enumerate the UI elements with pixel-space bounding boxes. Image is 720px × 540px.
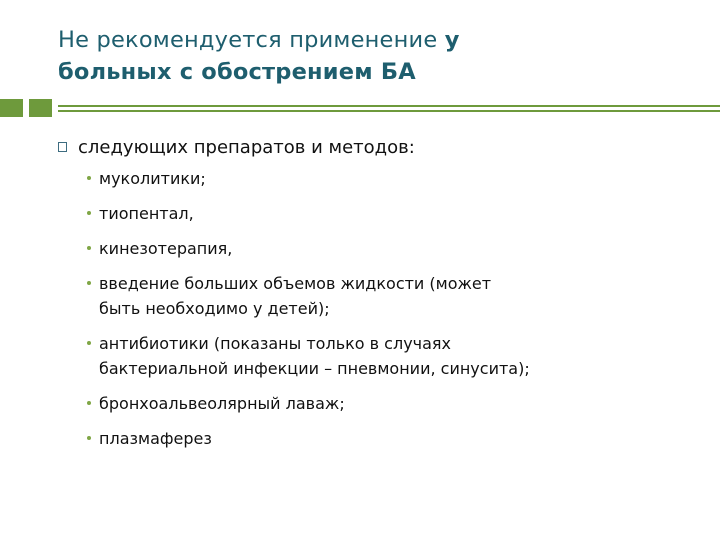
bullet-dot-icon bbox=[87, 246, 91, 250]
divider-square bbox=[0, 99, 23, 117]
level1-bullet-text: следующих препаратов и методов: bbox=[78, 137, 415, 158]
sub-bullet-item bbox=[87, 166, 707, 191]
bullet-dot-icon bbox=[87, 211, 91, 215]
sub-bullet-text: антибиотики (показаны только в случаях bbox=[99, 334, 452, 353]
sub-bullet-item bbox=[87, 236, 707, 261]
sub-bullet-item bbox=[87, 331, 707, 381]
divider-line bbox=[58, 105, 720, 107]
sub-bullet-list bbox=[87, 166, 707, 461]
bullet-dot-icon bbox=[87, 281, 91, 285]
sub-bullet-item bbox=[87, 391, 707, 416]
bullet-dot-icon bbox=[87, 176, 91, 180]
sub-bullet-text: быть необходимо у детей); bbox=[99, 299, 330, 318]
sub-bullet-text: бактериальной инфекции – пневмонии, синусита); bbox=[99, 359, 530, 378]
sub-bullet-text: введение больших объемов жидкости (может bbox=[99, 274, 492, 293]
sub-bullet-item bbox=[87, 426, 707, 451]
sub-bullet-text: кинезотерапия, bbox=[99, 239, 233, 258]
title-bold-word: у bbox=[444, 27, 460, 53]
divider-line bbox=[58, 110, 720, 112]
title-divider bbox=[0, 99, 720, 117]
square-bullet-icon bbox=[58, 142, 67, 152]
slide-title bbox=[58, 24, 698, 88]
sub-bullet-text: бронхоальвеолярный лаваж; bbox=[99, 394, 345, 413]
sub-bullet-text: тиопентал, bbox=[99, 204, 194, 223]
sub-bullet-item bbox=[87, 271, 707, 321]
sub-bullet-text: плазмаферез bbox=[99, 429, 212, 448]
sub-bullet-text: муколитики; bbox=[99, 169, 206, 188]
bullet-dot-icon bbox=[87, 436, 91, 440]
sub-bullet-item bbox=[87, 201, 707, 226]
title-bold-line: больных с обострением БА bbox=[58, 59, 416, 85]
bullet-dot-icon bbox=[87, 401, 91, 405]
bullet-dot-icon bbox=[87, 341, 91, 345]
divider-square bbox=[29, 99, 52, 117]
title-regular-text: Не рекомендуется применение bbox=[58, 27, 445, 53]
